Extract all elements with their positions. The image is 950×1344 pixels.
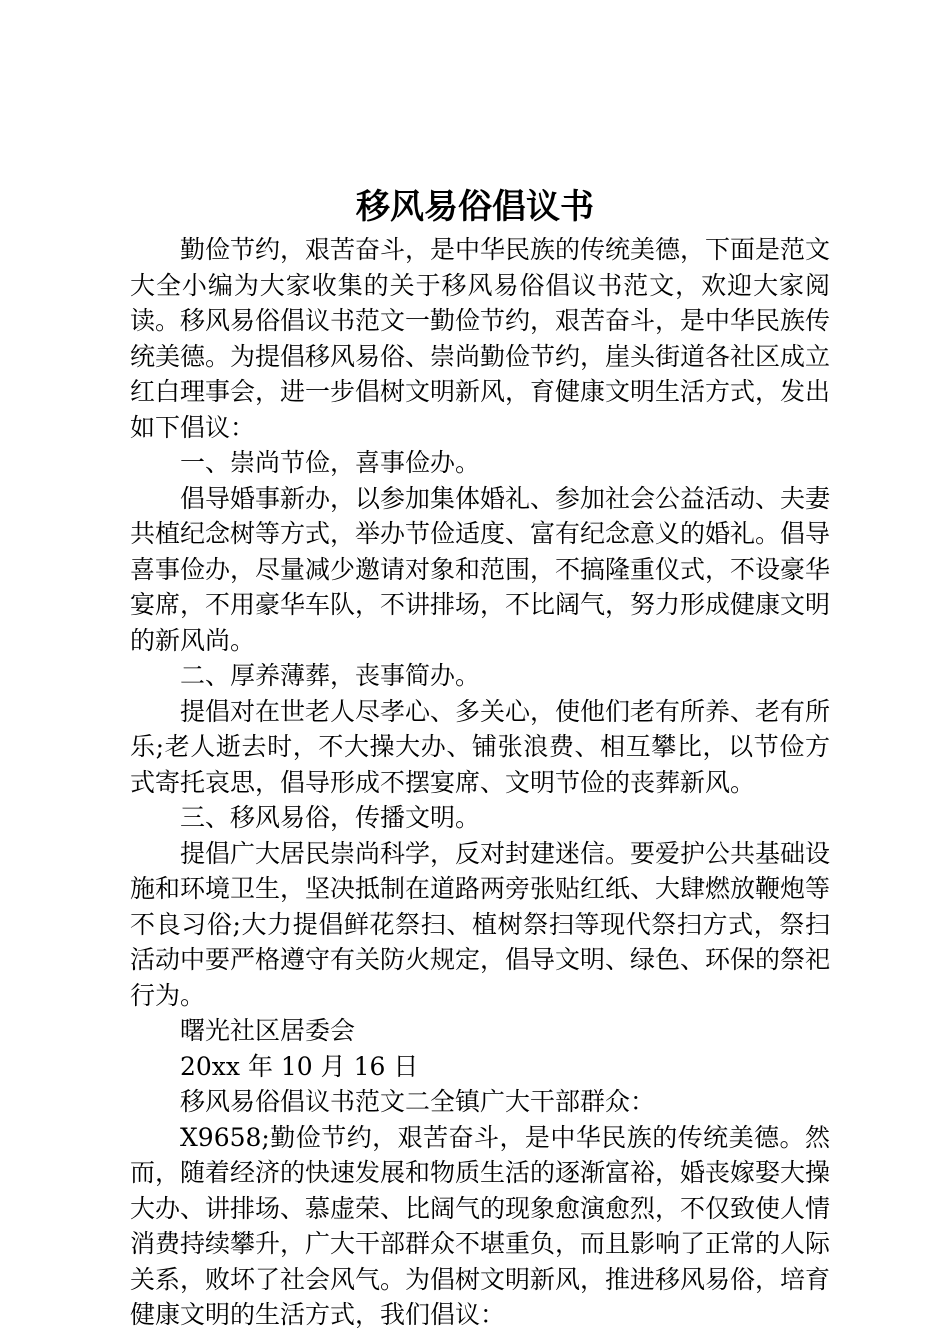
paragraph-heading-2: 二、厚养薄葬，丧事简办。 <box>180 661 481 690</box>
paragraph-heading-3: 三、移风易俗，传播文明。 <box>180 803 481 832</box>
paragraph-sample-two-body: X9658;勤俭节约，艰苦奋斗，是中华民族的传统美德。然而，随着经济的快速发展和物质生活的逐渐富裕，婚丧嫁娶大操大办、讲排场、慕虚荣、比阔气的现象愈演愈烈，不仅致使人情消费持续攀升，广大干部群众不堪重负，而且影响了正常的人际关系，败坏了社会风气。为倡树文明新风，推进移风易俗，培育健康文明的生活方式，我们倡议： <box>130 1122 831 1329</box>
paragraph-heading-1: 一、崇尚节俭，喜事俭办。 <box>180 448 481 477</box>
signature-date: 20xx 年 10 月 16 日 <box>180 1051 419 1081</box>
paragraph-civilization: 提倡广大居民崇尚科学，反对封建迷信。要爱护公共基础设施和环境卫生，坚决抵制在道路两旁张贴红纸、大肆燃放鞭炮等不良习俗;大力提倡鲜花祭扫、植树祭扫等现代祭扫方式，祭扫活动中要严格遵守有关防火规定，倡导文明、绿色、环保的祭祀行为。 <box>130 838 831 1010</box>
paragraph-wedding: 倡导婚事新办，以参加集体婚礼、参加社会公益活动、夫妻共植纪念树等方式，举办节俭适度、富有纪念意义的婚礼。倡导喜事俭办，尽量减少邀请对象和范围，不搞隆重仪式，不设豪华宴席，不用豪华车队，不讲排场，不比阔气，努力形成健康文明的新风尚。 <box>130 483 831 655</box>
document-body <box>130 232 830 1333</box>
paragraph-intro: 勤俭节约，艰苦奋斗，是中华民族的传统美德，下面是范文大全小编为大家收集的关于移风易俗倡议书范文，欢迎大家阅读。移风易俗倡议书范文一勤俭节约，艰苦奋斗，是中华民族传统美德。为提倡移风易俗、崇尚勤俭节约，崖头街道各社区成立红白理事会，进一步倡树文明新风，育健康文明生活方式，发出如下倡议： <box>130 235 831 442</box>
signature-committee: 曙光社区居委会 <box>180 1016 356 1045</box>
paragraph-funeral: 提倡对在世老人尽孝心、多关心，使他们老有所养、老有所乐;老人逝去时，不大操大办、铺张浪费、相互攀比，以节俭方式寄托哀思，倡导形成不摆宴席、文明节俭的丧葬新风。 <box>130 696 831 797</box>
paragraph-sample-two-heading: 移风易俗倡议书范文二全镇广大干部群众： <box>180 1087 656 1116</box>
document-title: 移风易俗倡议书 <box>356 187 594 227</box>
